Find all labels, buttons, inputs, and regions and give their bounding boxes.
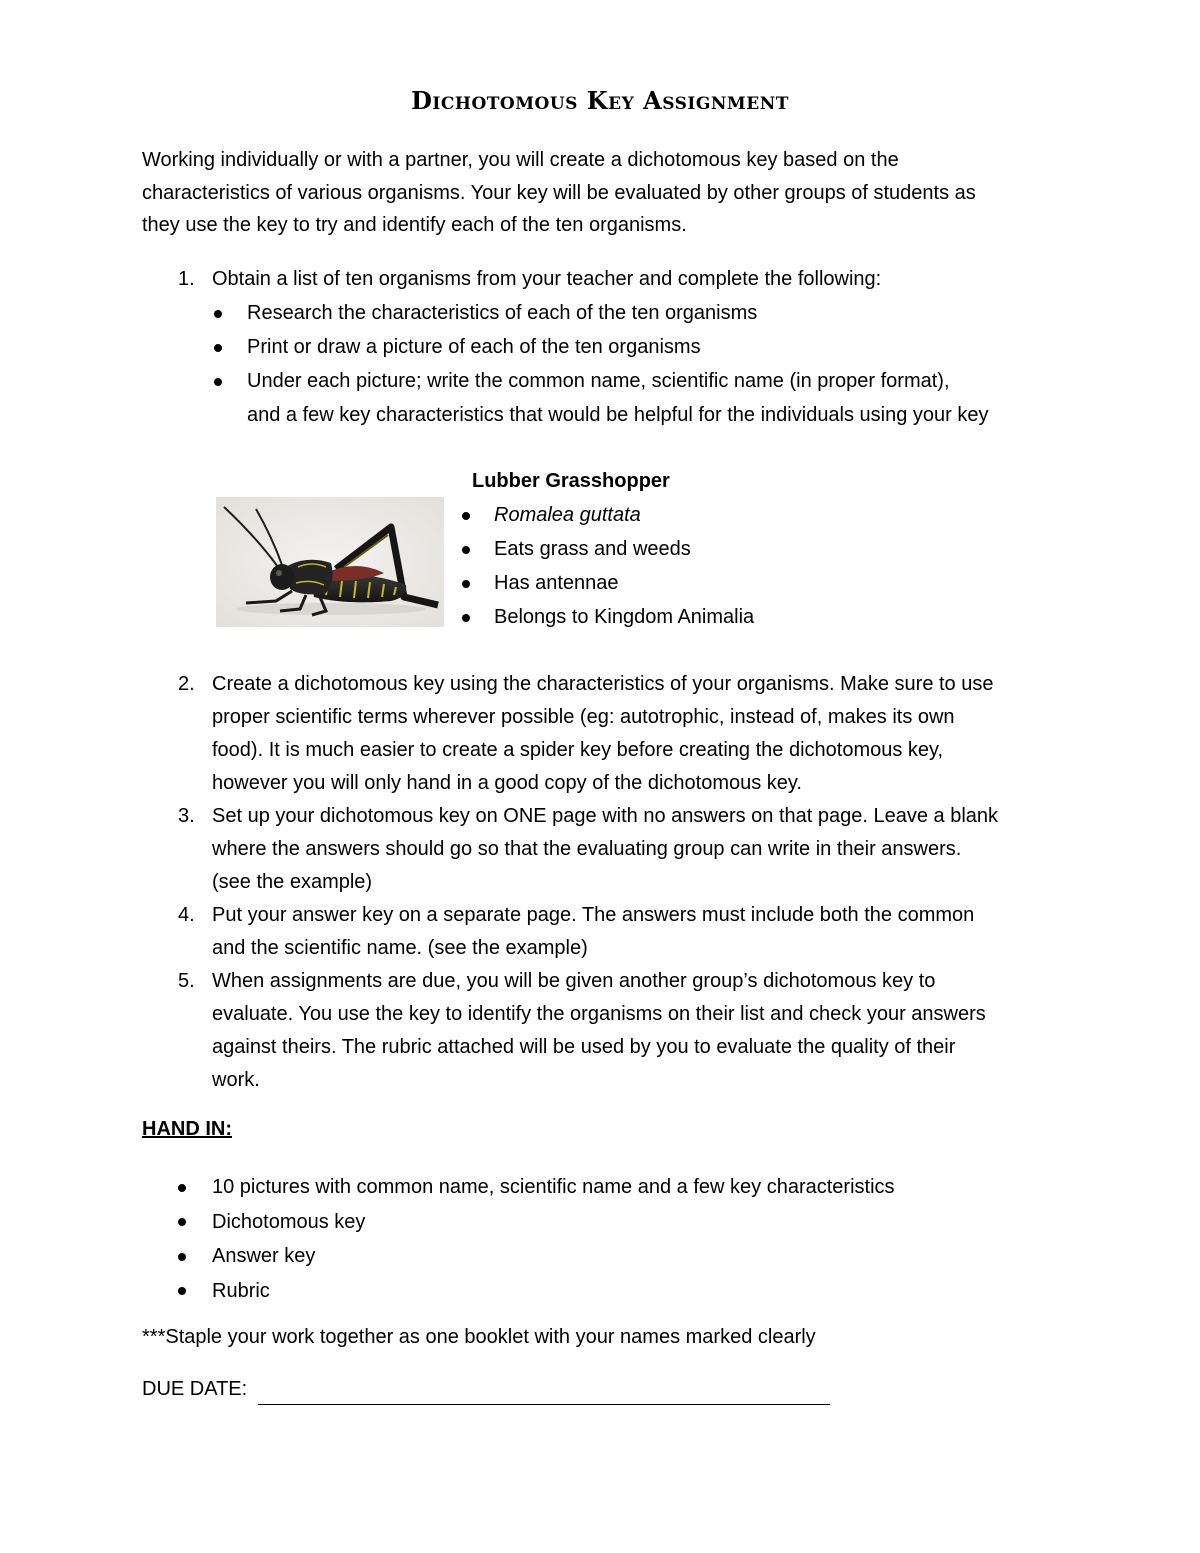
- grasshopper-photo: [216, 497, 444, 627]
- hand-in-item: Rubric: [212, 1279, 270, 1302]
- step-line: food). It is much easier to create a spider key before creating the dichotomous key,: [212, 739, 944, 761]
- step-number: 1.: [178, 268, 195, 290]
- step-number: 2.: [178, 673, 195, 695]
- due-date-blank[interactable]: [258, 1404, 830, 1405]
- step-line: against theirs. The rubric attached will be used by you to evaluate the quality of their: [212, 1036, 956, 1058]
- step-bullet: Research the characteristics of each of the ten organisms: [247, 302, 758, 324]
- bullet-icon: [178, 1274, 190, 1309]
- step-line: Put your answer key on a separate page. The answers must include both the common: [212, 904, 975, 926]
- bullet-icon: [214, 330, 226, 364]
- hand-in-item: Answer key: [212, 1245, 316, 1267]
- bullet-icon: [178, 1170, 190, 1205]
- step-line: Create a dichotomous key using the characteristics of your organisms. Make sure to use: [212, 673, 994, 695]
- common-name: Lubber Grasshopper: [472, 470, 670, 492]
- bullet-icon: [462, 532, 470, 566]
- bullet-icon: [462, 566, 470, 600]
- intro-line: Working individually or with a partner, you will create a dichotomous key based on the: [142, 149, 899, 171]
- staple-note: ***Staple your work together as one booklet with your names marked clearly: [142, 1326, 816, 1348]
- bullet-icon: [214, 364, 226, 398]
- step-number: 3.: [178, 805, 195, 827]
- bullet-icon: [178, 1239, 190, 1274]
- bullet-icon: [178, 1205, 190, 1240]
- step-bullet-continuation: and a few key characteristics that would be helpful for the individuals using your key: [247, 404, 989, 426]
- organism-trait: Eats grass and weeds: [494, 538, 691, 560]
- hand-in-item: 10 pictures with common name, scientific name and a few key characteristics: [212, 1176, 895, 1198]
- step-line: and the scientific name. (see the example): [212, 937, 588, 959]
- scientific-name: Romalea guttata: [494, 504, 641, 526]
- bullet-icon: [462, 498, 470, 532]
- step-number: 5.: [178, 970, 195, 992]
- step-line: proper scientific terms wherever possible (eg: autotrophic, instead of, makes its own: [212, 706, 955, 728]
- step-line: work.: [212, 1069, 260, 1091]
- hand-in-item: Dichotomous key: [212, 1210, 366, 1233]
- step-text: Obtain a list of ten organisms from your teacher and complete the following:: [212, 268, 882, 290]
- intro-paragraph: [142, 144, 1062, 242]
- bullet-icon: [214, 296, 226, 330]
- step-line: When assignments are due, you will be given another group’s dichotomous key to: [212, 970, 936, 992]
- step-line: Set up your dichotomous key on ONE page with no answers on that page. Leave a blank: [212, 805, 999, 827]
- step-number: 4.: [178, 904, 195, 926]
- step-line: evaluate. You use the key to identify the organisms on their list and check your answers: [212, 1003, 986, 1025]
- step-bullet: Print or draw a picture of each of the ten organisms: [247, 336, 701, 358]
- bullet-icon: [462, 600, 470, 634]
- organism-trait: Belongs to Kingdom Animalia: [494, 606, 755, 628]
- intro-line: characteristics of various organisms. Your key will be evaluated by other groups of students as: [142, 181, 976, 204]
- intro-line: they use the key to try and identify each of the ten organisms.: [142, 214, 687, 236]
- hand-in-heading: HAND IN:: [142, 1118, 232, 1140]
- step-line: where the answers should go so that the evaluating group can write in their answers.: [212, 838, 962, 860]
- step-line: (see the example): [212, 871, 373, 893]
- page-title: Dichotomous Key Assignment: [411, 86, 789, 115]
- due-date-label: DUE DATE:: [142, 1378, 248, 1400]
- organism-trait: Has antennae: [494, 572, 619, 594]
- step-line: however you will only hand in a good copy of the dichotomous key.: [212, 772, 802, 794]
- step-bullet: Under each picture; write the common name, scientific name (in proper format),: [247, 370, 950, 392]
